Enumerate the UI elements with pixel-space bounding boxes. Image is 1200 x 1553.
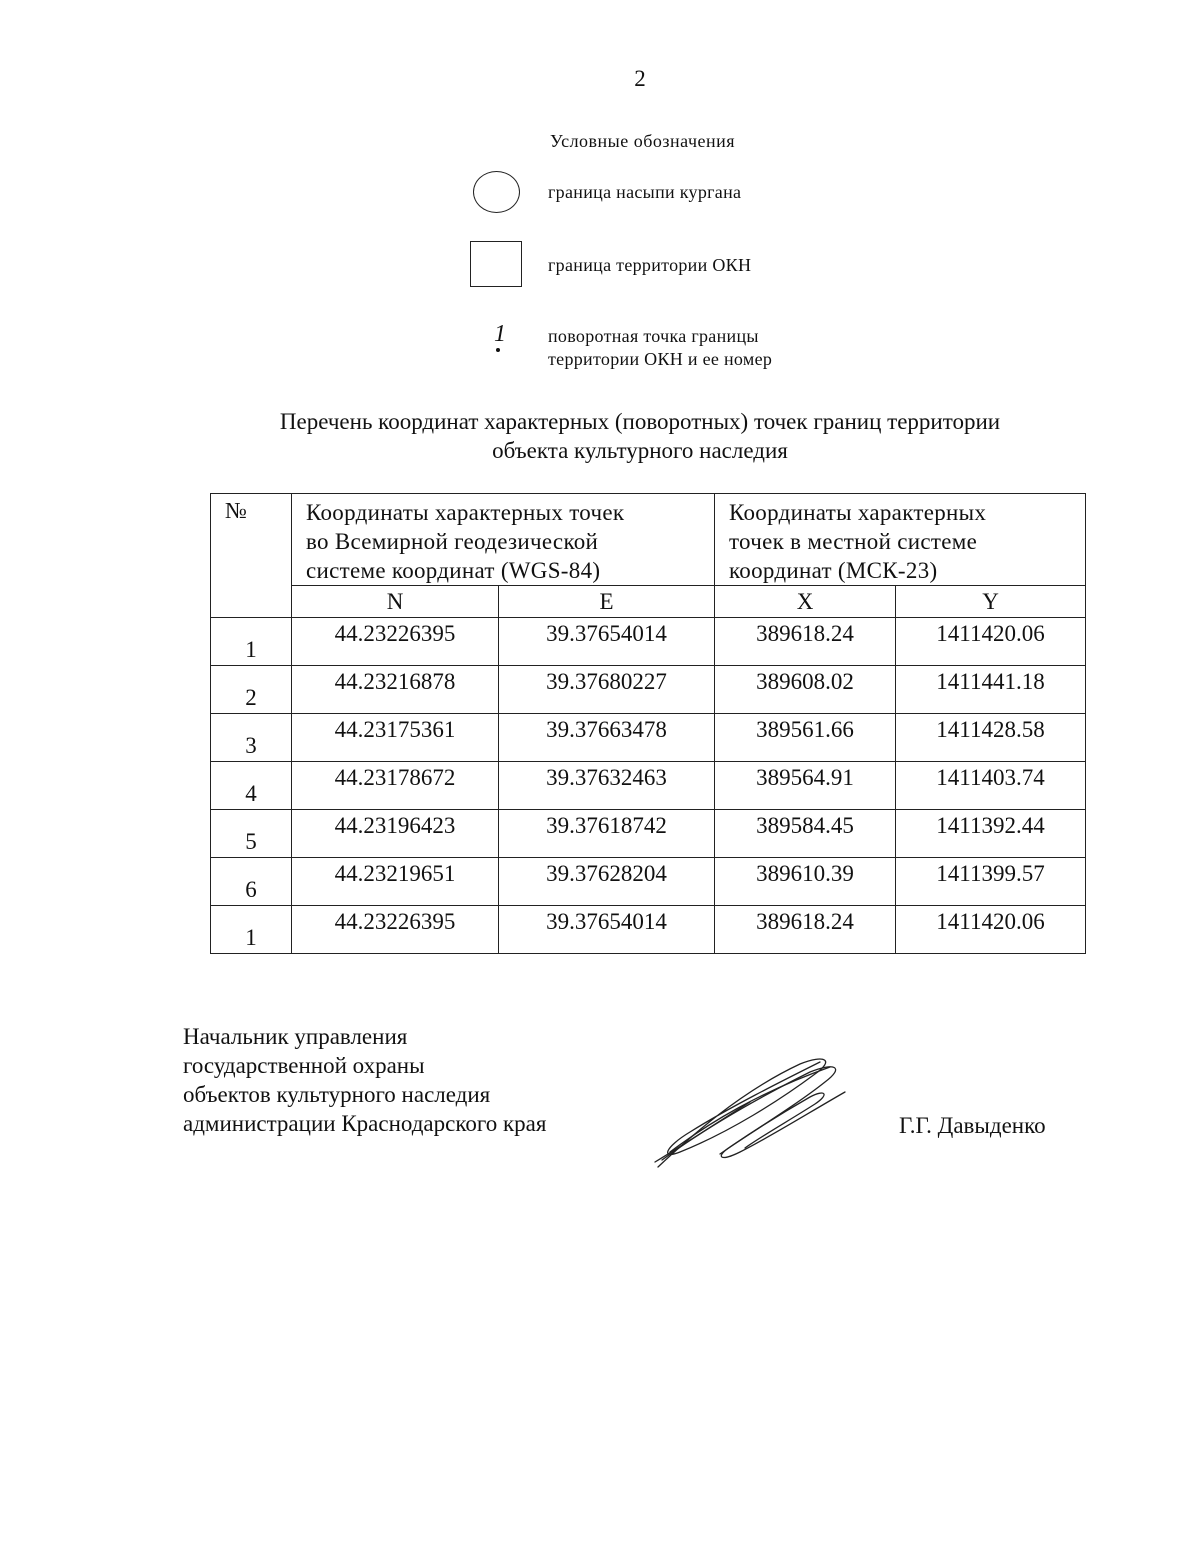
- table-row: [211, 618, 1086, 666]
- cell-x: 389561.66: [715, 714, 896, 762]
- cell-e: 39.37663478: [499, 714, 715, 762]
- header-msk23-line: точек в местной системе: [729, 529, 978, 554]
- cell-number: 3: [211, 714, 292, 762]
- header-wgs84: [292, 494, 715, 586]
- header-msk23-line: координат (МСК-23): [729, 558, 938, 583]
- coordinates-table: [210, 493, 1086, 954]
- cell-n: 44.23178672: [292, 762, 499, 810]
- cell-y: 1411392.44: [896, 810, 1086, 858]
- cell-number: 2: [211, 666, 292, 714]
- cell-x: 389618.24: [715, 906, 896, 954]
- header-msk23: [715, 494, 1086, 586]
- cell-e: 39.37628204: [499, 858, 715, 906]
- cell-n: 44.23226395: [292, 618, 499, 666]
- point-marker-number: 1: [494, 321, 506, 347]
- table-row: [211, 858, 1086, 906]
- cell-n: 44.23175361: [292, 714, 499, 762]
- cell-y: 1411420.06: [896, 618, 1086, 666]
- header-wgs84-line: во Всемирной геодезической: [306, 529, 599, 554]
- header-e: E: [499, 586, 715, 618]
- cell-e: 39.37632463: [499, 762, 715, 810]
- cell-number: 1: [211, 618, 292, 666]
- cell-e: 39.37618742: [499, 810, 715, 858]
- cell-x: 389608.02: [715, 666, 896, 714]
- table-row: [211, 714, 1086, 762]
- point-dot: [496, 348, 500, 352]
- header-msk23-line: Координаты характерных: [729, 500, 987, 525]
- position-line: государственной охраны: [183, 1053, 425, 1078]
- cell-x: 389618.24: [715, 618, 896, 666]
- list-title-line: объекта культурного наследия: [492, 438, 788, 463]
- cell-n: 44.23196423: [292, 810, 499, 858]
- legend-label-point-line: территории ОКН и ее номер: [548, 349, 773, 369]
- signer-name: Г.Г. Давыденко: [899, 1113, 1046, 1138]
- cell-e: 39.37654014: [499, 618, 715, 666]
- cell-n: 44.23219651: [292, 858, 499, 906]
- cell-number: 6: [211, 858, 292, 906]
- page-number: 2: [634, 66, 646, 91]
- cell-number: 4: [211, 762, 292, 810]
- header-x: X: [715, 586, 896, 618]
- table-row: [211, 762, 1086, 810]
- position-line: администрации Краснодарского края: [183, 1111, 547, 1136]
- signatory-position: [183, 1022, 546, 1138]
- cell-e: 39.37654014: [499, 906, 715, 954]
- header-y: Y: [896, 586, 1086, 618]
- table-row: [211, 666, 1086, 714]
- header-number: №: [211, 494, 292, 618]
- cell-y: 1411420.06: [896, 906, 1086, 954]
- list-title-line: Перечень координат характерных (поворотных) точек границ территории: [279, 409, 1001, 434]
- square-icon: [470, 241, 522, 287]
- list-title: [0, 407, 1200, 465]
- header-wgs84-line: системе координат (WGS-84): [306, 558, 601, 583]
- cell-number: 1: [211, 906, 292, 954]
- handwritten-signature: [650, 1052, 860, 1172]
- legend-label-mound: граница насыпи кургана: [548, 182, 742, 202]
- legend-label-point: [548, 325, 772, 371]
- cell-y: 1411428.58: [896, 714, 1086, 762]
- cell-number: 5: [211, 810, 292, 858]
- cell-n: 44.23216878: [292, 666, 499, 714]
- header-n: N: [292, 586, 499, 618]
- table-row: [211, 906, 1086, 954]
- cell-x: 389564.91: [715, 762, 896, 810]
- cell-n: 44.23226395: [292, 906, 499, 954]
- cell-y: 1411399.57: [896, 858, 1086, 906]
- legend-label-territory: граница территории ОКН: [548, 255, 752, 275]
- circle-icon: [473, 171, 520, 213]
- legend-label-point-line: поворотная точка границы: [548, 326, 759, 346]
- table-row: [211, 810, 1086, 858]
- legend-title: Условные обозначения: [550, 131, 736, 151]
- position-line: объектов культурного наследия: [183, 1082, 491, 1107]
- position-line: Начальник управления: [183, 1024, 408, 1049]
- cell-y: 1411441.18: [896, 666, 1086, 714]
- cell-y: 1411403.74: [896, 762, 1086, 810]
- header-wgs84-line: Координаты характерных точек: [306, 500, 625, 525]
- cell-x: 389610.39: [715, 858, 896, 906]
- cell-e: 39.37680227: [499, 666, 715, 714]
- cell-x: 389584.45: [715, 810, 896, 858]
